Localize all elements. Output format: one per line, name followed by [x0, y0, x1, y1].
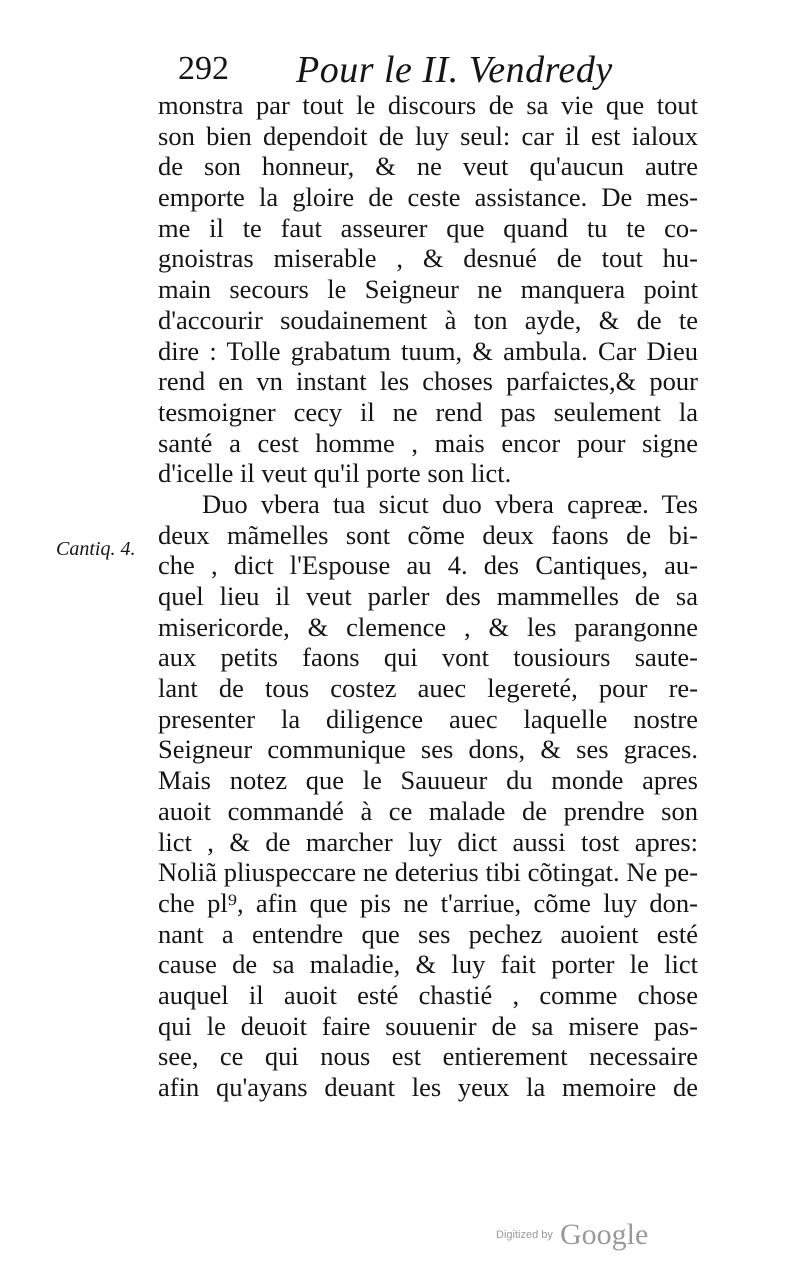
body-text [158, 90, 698, 1103]
text-line: dire : Tolle grabatum tuum, & ambula. Car Dieu [158, 335, 698, 366]
page-number: 292 [178, 50, 229, 87]
text-line: lant de tous costez auec legereté, pour re- [158, 673, 698, 704]
text-line: gnoistras miserable , & desnué de tout hu- [158, 243, 698, 274]
text-line: de son honneur, & ne veut qu'aucun autre [158, 151, 698, 182]
text-line: see, ce qui nous est entierement necessaire [158, 1041, 698, 1072]
text-line: Duo vbera tua sicut duo vbera capreæ. Tes [202, 488, 698, 519]
text-line: son bien dependoit de luy seul: car il est ialoux [158, 120, 698, 151]
text-line: presenter la diligence auec laquelle nostre [158, 703, 698, 734]
text-line: monstra par tout le discours de sa vie que tout [158, 90, 698, 120]
text-line: santé a cest homme , mais encor pour signe [158, 427, 698, 458]
text-line: emporte la gloire de ceste assistance. De mes- [158, 182, 698, 213]
text-line: che , dict l'Espouse au 4. des Cantiques, au- [158, 550, 698, 581]
text-line: tesmoigner cecy il ne rend pas seulement la [158, 396, 698, 427]
text-line: auquel il auoit esté chastié , comme chose [158, 979, 698, 1010]
text-line: Seigneur communique ses dons, & ses graces. [158, 734, 698, 765]
watermark-brand: Google [559, 1218, 649, 1251]
margin-note: Cantiq. 4. [56, 538, 136, 560]
text-line: cause de sa maladie, & luy fait porter le lict [158, 949, 698, 980]
text-line: me il te faut asseurer que quand tu te co- [158, 212, 698, 243]
text-line: main secours le Seigneur ne manquera point [158, 274, 698, 305]
text-line: d'icelle il veut qu'il porte son lict. [158, 458, 512, 489]
page-header [178, 48, 698, 94]
text-line: deux mãmelles sont cõme deux faons de bi- [158, 519, 698, 550]
text-line: lict , & de marcher luy dict aussi tost apres: [158, 826, 698, 857]
text-line: nant a entendre que ses pechez auoient esté [158, 918, 698, 949]
text-line: aux petits faons qui vont tousiours saute- [158, 642, 698, 673]
text-line: che pl⁹, afin que pis ne t'arriue, cõme luy don- [158, 887, 698, 918]
text-line: afin qu'ayans deuant les yeux la memoire de [158, 1072, 698, 1102]
running-title: Pour le II. Vendredy [296, 49, 613, 91]
text-line: quel lieu il veut parler des mammelles de sa [158, 581, 698, 611]
digitized-watermark [496, 1218, 696, 1258]
watermark-prefix: Digitized by [496, 1229, 553, 1241]
text-line: qui le deuoit faire souuenir de sa misere pas- [158, 1010, 698, 1041]
text-line: d'accourir soudainement à ton ayde, & de te [158, 304, 698, 335]
text-line: Noliã pliuspeccare ne deterius tibi cõtingat. Ne pe- [158, 857, 698, 888]
text-line: Mais notez que le Sauueur du monde apres [158, 765, 698, 796]
text-line: rend en vn instant les choses parfaictes,& pour [158, 366, 698, 397]
text-line: misericorde, & clemence , & les parangonne [158, 611, 698, 642]
text-line: auoit commandé à ce malade de prendre son [158, 795, 698, 826]
